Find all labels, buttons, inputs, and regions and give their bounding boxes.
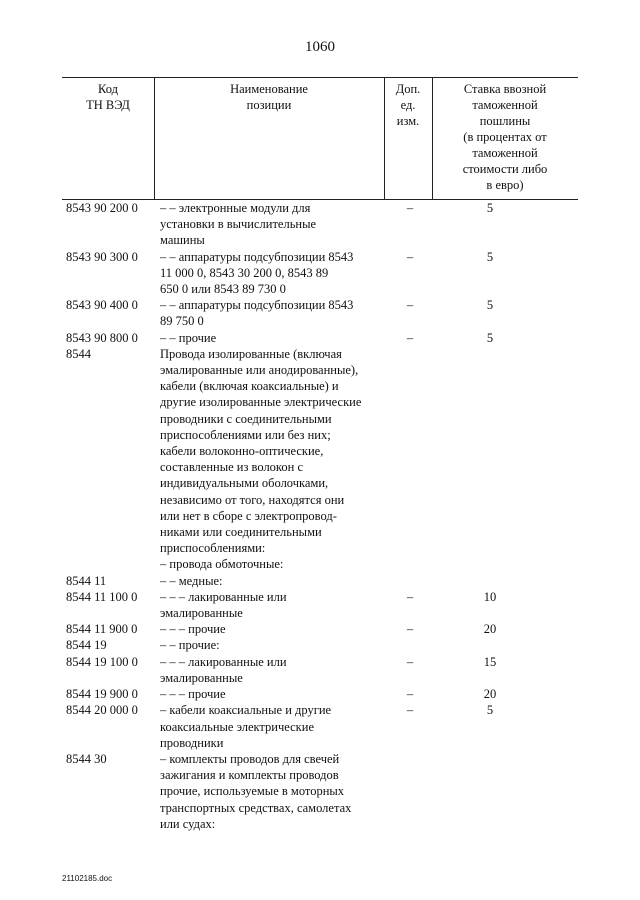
row-rate: 20 [483,622,497,637]
row-name: – – прочие: [160,638,220,653]
row-unit: – [406,589,414,604]
row-name: – – аппаратуры подсубпозиции 8543 11 000 0, 8543 30 200 0, 8543 89 650 0 или 8543 89 730 0 [160,249,354,297]
row-unit: – [406,622,414,637]
row-name: Провода изолированные (включая эмалированные или анодированные), кабели (включая коаксиальные) и другие изолированные электрические проводники с соединительными приспособлениями или без них; кабели волоконно-оптические, составленные из волокон с индивидуальными оболочками, независимо от того, находятся они или нет в сборе с электропровод- никами или соединительными приспособлениями: [160,346,362,556]
table-row [0,297,640,329]
row-unit: – [406,298,414,313]
table-row [0,249,640,298]
row-rate: 5 [486,201,494,215]
row-name: – – – лакированные или эмалированные [160,654,287,685]
table-row [0,751,640,832]
table-row [0,346,640,557]
table-row [0,330,640,346]
row-name: – – – прочие [160,622,226,637]
row-name: – комплекты проводов для свечей зажигания и комплекты проводов прочие, используемые в моторных транспортных средствах, самолетах или судах: [160,751,352,831]
row-name: – – электронные модули для установки в вычислительные машины [160,201,317,248]
table-header [62,77,578,200]
header-code: Код ТН ВЭД [86,82,130,112]
row-unit: – [406,330,414,345]
row-code: 8544 19 100 0 [66,654,138,669]
row-unit: – [406,654,414,669]
row-code: 8543 90 400 0 [66,298,138,313]
row-rate: 10 [483,589,497,604]
row-code: 8544 11 900 0 [66,622,138,637]
row-unit: – [406,201,414,215]
row-name: – – прочие [160,330,217,345]
table-row [0,702,640,751]
row-code: 8544 11 [66,573,107,588]
header-unit: Доп. ед. изм. [395,82,421,128]
row-rate: 5 [486,330,494,345]
row-code: 8543 90 300 0 [66,249,138,264]
row-unit: – [406,687,414,702]
row-code: 8544 [66,346,91,361]
row-name: – – медные: [160,573,223,588]
table-row [0,621,640,637]
table-row [0,573,640,589]
table-row [0,556,640,572]
table-body [0,200,640,832]
row-rate: 5 [486,249,494,264]
header-rate: Ставка ввозной таможенной пошлины (в процентах от таможенной стоимости либо в евро) [462,82,548,192]
page-number: 1060 [305,39,335,55]
row-code: 8544 20 000 0 [66,703,138,718]
row-unit: – [406,703,414,718]
file-name: 21102185.doc [62,874,113,883]
row-code: 8544 19 900 0 [66,687,138,702]
row-unit: – [406,249,414,264]
row-rate: 5 [486,703,494,718]
table-row [0,686,640,702]
table-row [0,637,640,653]
row-name: – – – прочие [160,687,226,702]
table-row [0,200,640,249]
row-name: – – – лакированные или эмалированные [160,589,287,621]
row-code: 8543 90 200 0 [66,201,138,215]
row-code: 8544 19 [66,638,107,653]
row-name: – провода обмоточные: [160,557,284,572]
row-name: – кабели коаксиальные и другие коаксиальные электрические проводники [160,703,332,750]
row-code: 8544 30 [66,751,107,766]
row-name: – – аппаратуры подсубпозиции 8543 89 750 0 [160,298,354,329]
row-code: 8543 90 800 0 [66,330,138,345]
table-row [0,589,640,621]
row-rate: 20 [483,687,497,702]
row-rate: 15 [483,654,497,669]
row-rate: 5 [486,298,494,313]
row-code: 8544 11 100 0 [66,589,138,604]
table-row [0,654,640,686]
header-name: Наименование позиции [230,82,308,112]
